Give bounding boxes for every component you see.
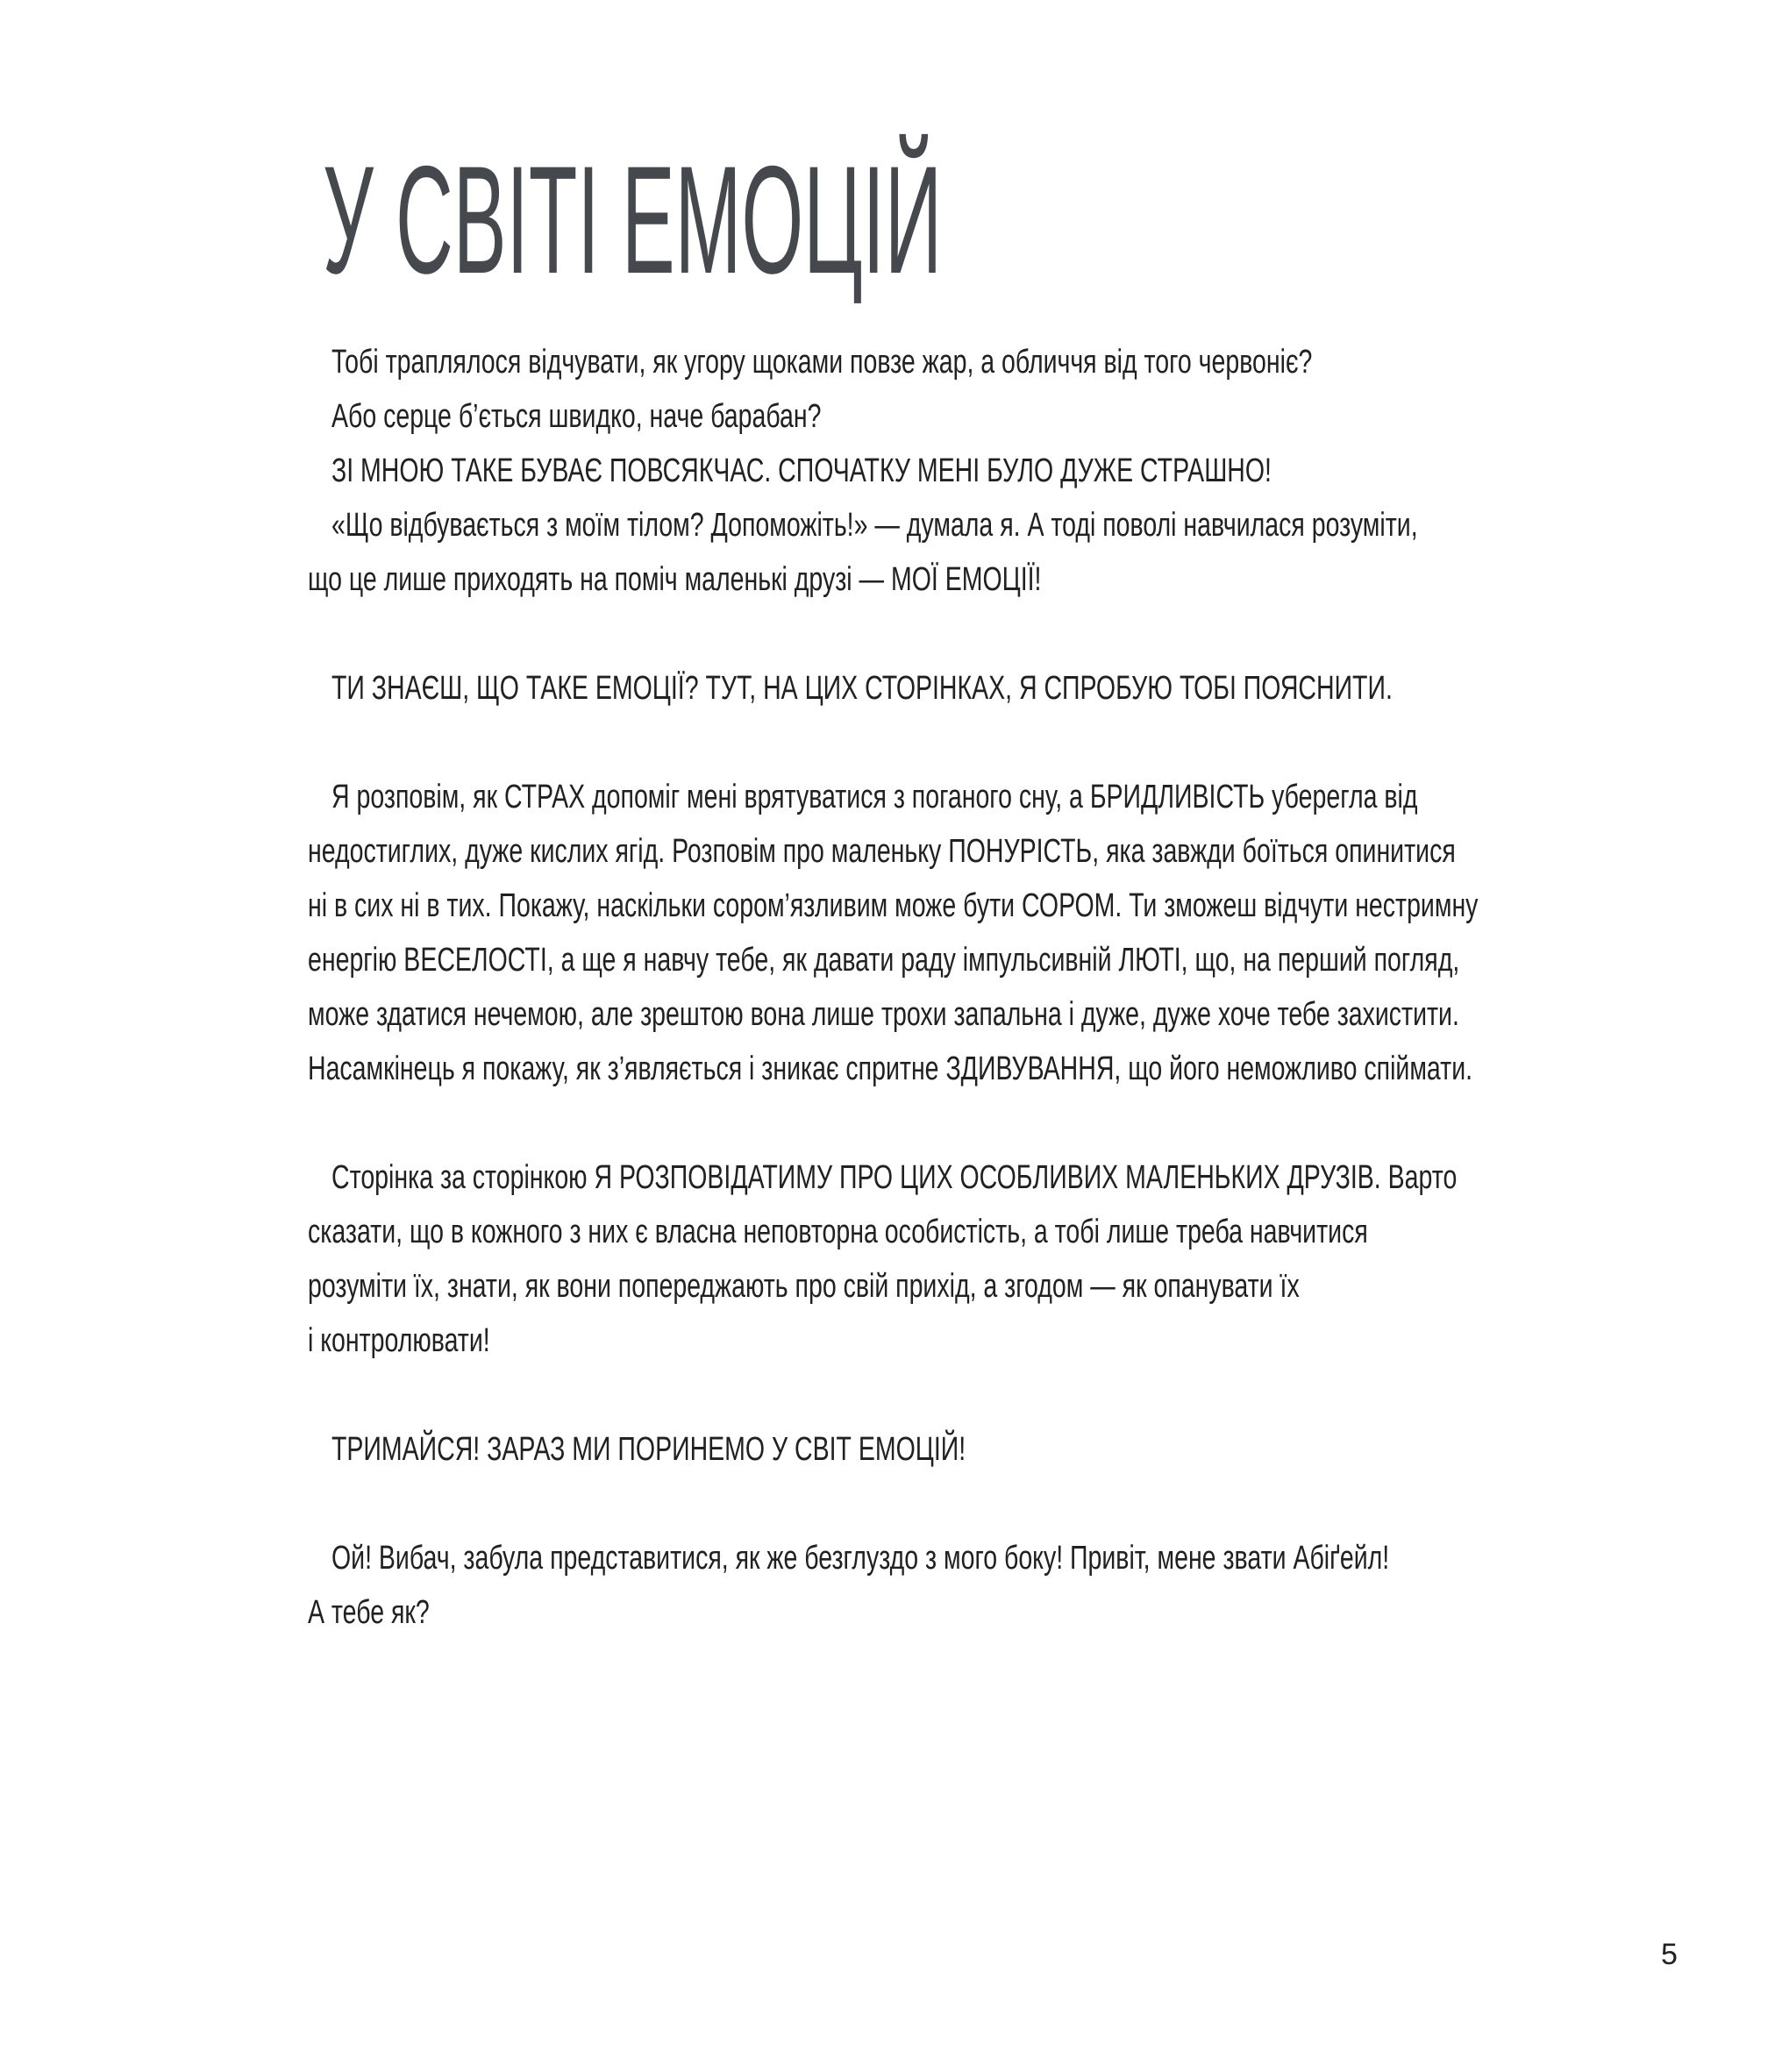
- body-text: [308, 335, 1711, 1640]
- text-line: Сторінка за сторінкою Я РОЗПОВІДАТИМУ ПРО ЦИХ ОСОБЛИВИХ МАЛЕНЬКИХ ДРУЗІВ. Варто: [331, 1159, 1458, 1196]
- text-line: сказати, що в кожного з них є власна неповторна особистість, а тобі лише треба навчитися: [308, 1214, 1368, 1250]
- text-line: і контролювати!: [308, 1322, 490, 1359]
- paragraph: [308, 335, 1711, 607]
- text-line: Я розповім, як СТРАХ допоміг мені врятуватися з поганого сну, а БРИДЛИВІСТЬ уберегла від: [331, 779, 1418, 815]
- text-line: Насамкінець я покажу, як з’являється і зникає спритне ЗДИВУВАННЯ, що його неможливо спіймати.: [308, 1050, 1473, 1087]
- text-line: Або серце б’ється швидко, наче барабан?: [331, 398, 822, 435]
- text-line: енергію ВЕСЕЛОСТІ, а ще я навчу тебе, як давати раду імпульсивній ЛЮТІ, що, на перший погляд,: [308, 942, 1460, 979]
- text-line: Ой! Вибач, забула представитися, як же безглуздо з мого боку! Привіт, мене звати Абіґейл!: [331, 1540, 1390, 1577]
- text-line: А тебе як?: [308, 1594, 430, 1631]
- text-line: може здатися нечемою, але зрештою вона лише трохи запальна і дуже, дуже хоче тебе захистити.: [308, 996, 1459, 1033]
- page-number: 5: [1661, 1938, 1678, 1971]
- text-line: ТРИМАЙСЯ! ЗАРАЗ МИ ПОРИНЕМО У СВІТ ЕМОЦІЙ!: [331, 1431, 966, 1468]
- text-line: ні в сих ні в тих. Покажу, наскільки сором’язливим може бути СОРОМ. Ти зможеш відчути нестримну: [308, 887, 1479, 924]
- chapter-title: У СВІТІ ЕМОЦІЙ: [323, 135, 943, 306]
- text-line: недостиглих, дуже кислих ягід. Розповім про маленьку ПОНУРІСТЬ, яка завжди боїться опинитися: [308, 833, 1456, 870]
- text-line: ЗІ МНОЮ ТАКЕ БУВАЄ ПОВСЯКЧАС. СПОЧАТКУ МЕНІ БУЛО ДУЖЕ СТРАШНО!: [331, 452, 1272, 489]
- paragraph: [308, 1422, 1711, 1477]
- paragraph: [308, 1150, 1711, 1368]
- text-line: розуміти їх, знати, як вони попереджають про свій прихід, а згодом — як опанувати їх: [308, 1268, 1300, 1305]
- text-line: ТИ ЗНАЄШ, ЩО ТАКЕ ЕМОЦІЇ? ТУТ, НА ЦИХ СТОРІНКАХ, Я СПРОБУЮ ТОБІ ПОЯСНИТИ.: [331, 670, 1393, 707]
- text-line: що це лише приходять на поміч маленькі друзі — МОЇ ЕМОЦІЇ!: [308, 561, 1042, 598]
- text-line: Тобі траплялося відчувати, як угору щоками повзе жар, а обличчя від того червоніє?: [331, 344, 1313, 381]
- paragraph: [308, 770, 1711, 1096]
- text-line: «Що відбувається з моїм тілом? Допоможіть!» — думала я. А тоді поволі навчилася розуміти,: [331, 507, 1418, 544]
- paragraph: [308, 1531, 1711, 1640]
- paragraph: [308, 661, 1711, 716]
